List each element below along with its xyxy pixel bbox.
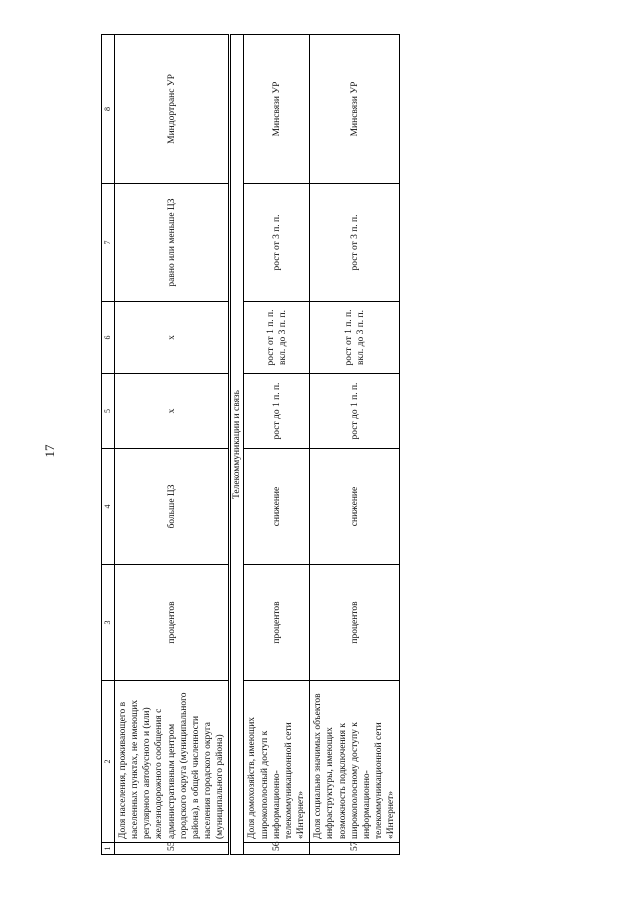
responsible-cell: Миндортранс УР	[115, 35, 230, 184]
unit-cell: процентов	[310, 565, 400, 681]
value-cell: х	[115, 302, 230, 374]
header-cell: 7	[102, 184, 115, 302]
table-row	[310, 35, 400, 855]
value-cell: рост от 3 п. п.	[244, 184, 310, 302]
row-number: 55	[115, 843, 230, 855]
header-cell: 2	[102, 681, 115, 843]
value-cell: равно или меньше ЦЗ	[115, 184, 230, 302]
header-cell: 8	[102, 35, 115, 184]
page-number: 17	[42, 444, 57, 458]
row-number: 56	[244, 843, 310, 855]
value-cell: х	[115, 374, 230, 449]
value-cell: рост до 1 п. п.	[244, 374, 310, 449]
indicator-name: Доля социально значимых объектов инфраструктуры, имеющих возможность подключения к широкополосному доступу к информационно-телекоммуникационной сети «Интернет»	[310, 681, 400, 843]
header-cell: 4	[102, 449, 115, 565]
indicator-name: Доля населения, проживающего в населенных пунктах, не имеющих регулярного автобусного и (или) железнодорожного сообщения с административным центром городского округа (муниципального района), в общей численности населения городского округа (муниципального района)	[115, 681, 230, 843]
value-cell: больше ЦЗ	[115, 449, 230, 565]
header-cell: 1	[102, 843, 115, 855]
section-title: Телекоммуникации и связь	[230, 35, 244, 855]
indicator-name: Доля домохозяйств, имеющих широкополосный доступ к информационно-телекоммуникационной сети «Интернет»	[244, 681, 310, 843]
table-row	[244, 35, 310, 855]
section-row	[230, 35, 244, 855]
rotated-table-container	[101, 35, 397, 855]
value-cell: снижение	[310, 449, 400, 565]
value-cell: рост от 1 п. п. вкл. до 3 п. п.	[244, 302, 310, 374]
value-cell: снижение	[244, 449, 310, 565]
header-row	[102, 35, 115, 855]
header-cell: 6	[102, 302, 115, 374]
unit-cell: процентов	[244, 565, 310, 681]
responsible-cell: Минсвязи УР	[310, 35, 400, 184]
header-cell: 3	[102, 565, 115, 681]
row-number: 57	[310, 843, 400, 855]
header-cell: 5	[102, 374, 115, 449]
value-cell: рост от 3 п. п.	[310, 184, 400, 302]
indicators-table	[101, 34, 400, 855]
value-cell: рост от 1 п. п. вкл. до 3 п. п.	[310, 302, 400, 374]
responsible-cell: Минсвязи УР	[244, 35, 310, 184]
unit-cell: процентов	[115, 565, 230, 681]
table-row	[115, 35, 230, 855]
value-cell: рост до 1 п. п.	[310, 374, 400, 449]
